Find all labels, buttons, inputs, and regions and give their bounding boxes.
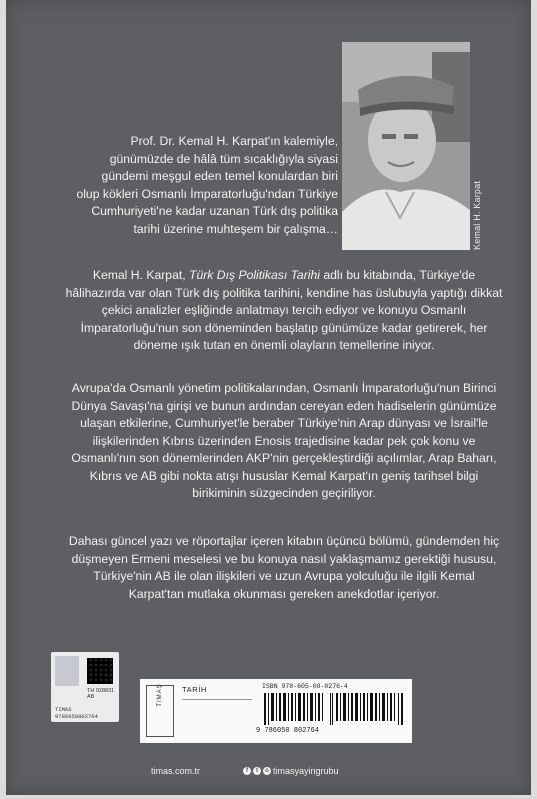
book-title: Türk Dış Politikası Tarihi: [189, 268, 320, 282]
intro-text: Prof. Dr. Kemal H. Karpat'ın kalemiyle, günümüzde de hâlâ tüm sıcaklığıyla siyasi gündemi meşgul eden temel konulardan biri olup kökleri Osmanlı İmparatorluğu'ndan Türkiye Cumhuriyeti'ne kadar uzanan Türk dış politika tarihi üzerine muhteşem bir çalışma…: [76, 134, 338, 236]
sticker-logo-icon: [55, 656, 79, 686]
publisher-logo-icon: [146, 685, 174, 737]
author-portrait-image: [342, 42, 470, 250]
paragraph-1-body: adlı bu kitabında, Türkiye'de hâlihazırda var olan Türk dış politika tarihini, kendine has üslubuyla yaptığı dikkat çekici analizler eşliğinde anlatmayı tercih ediyor ve konuyu Osmanlı İmparatorluğu'nun son döneminden başlatıp günümüze kadar getirerek, her döneme ışık tutan en önemli olayların temellerine iniyor.: [65, 268, 503, 352]
qr-code-icon: [87, 658, 113, 684]
category-label: TARİH: [182, 685, 207, 694]
instagram-icon: o: [263, 767, 271, 775]
description-paragraph-2: Avrupa'da Osmanlı yönetim politikalarından, Osmanlı İmparatorluğu'nun Birinci Dünya Savaşı'na girişi ve bunun ardından cereyan eden hadiselerin günümüze ulaşan etkilerine, Cumhuriyet'le beraber Türkiye'nin Arap dünyası ve İsrail'le ilişkilerinden Kıbrıs üzerinden Enosis trajedisine kadar pek çok konu ve Osmanlı'nın son dönemlerinden AKP'nin gerçekleştirdiği açılımlar, Arap Baharı, Kıbrıs ve AB gibi nokta atışı hususlar Kemal Karpat'ın geniş tarihsel bilgi birikiminin süzgecinden geçiriliyor.: [71, 381, 497, 500]
social-handle-text: timasyayingrubu: [273, 766, 339, 776]
website-link: timas.com.tr: [151, 766, 201, 776]
price-sticker: [51, 652, 119, 722]
barcode-icon: [264, 693, 404, 725]
author-photo: [342, 42, 470, 250]
description-paragraph-3: Dahası güncel yazı ve röportajlar içeren kitabın üçüncü bölümü, gündemden hiç düşmeyen Ermeni meselesi ve bu konuya nasıl yaklaşmamız gerektiği hususu, Türkiye'nin AB ile olan ilişkileri ve uzun Avrupa yolculuğu ile ilgili Kemal Karpat'tan mutlaka okunması gereken anekdotlar içeriyor.: [68, 534, 500, 601]
photo-caption: Kemal H. Karpat: [472, 180, 482, 250]
isbn-digits: 9 786050 802764: [256, 727, 320, 735]
back-cover: [6, 0, 531, 795]
sticker-code: TH 028831 AB: [87, 688, 115, 700]
publisher-logo-text: TIMAŞ: [157, 683, 163, 707]
author-name: Kemal H. Karpat,: [92, 268, 190, 282]
isbn-label: ISBN 978-605-08-0276-4: [262, 683, 348, 690]
description-paragraph-1: [64, 267, 504, 355]
facebook-icon: f: [243, 767, 251, 775]
social-handle: [243, 766, 339, 776]
twitter-icon: t: [253, 767, 261, 775]
sticker-serial: TIMAS 9786050802764: [55, 706, 98, 720]
divider: [182, 699, 252, 700]
barcode-box: [140, 679, 412, 743]
